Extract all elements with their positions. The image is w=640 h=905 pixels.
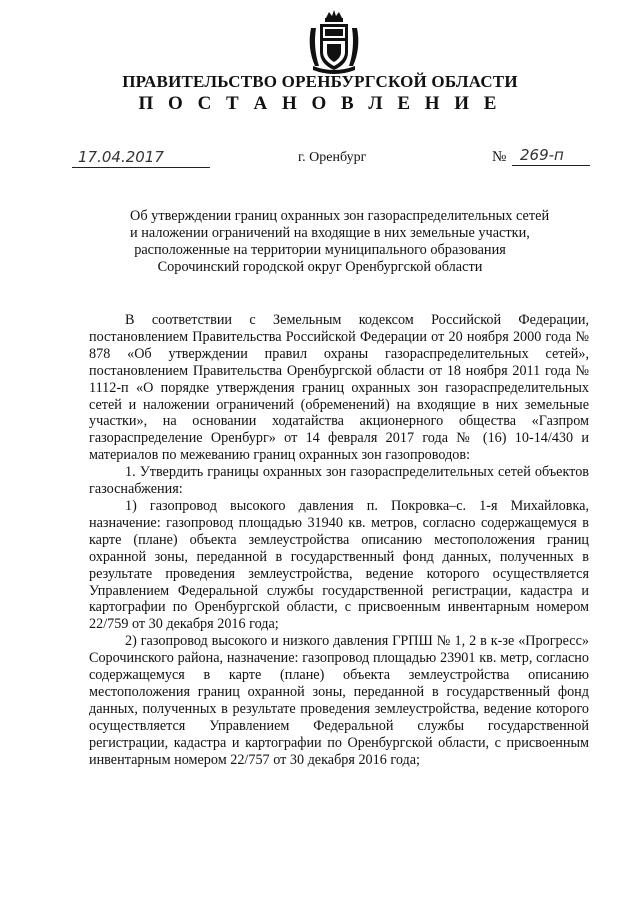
title-line: Об утверждении границ охранных зон газораспределительных сетей	[130, 208, 550, 224]
document-date: 17.04.2017	[72, 148, 210, 168]
body-paragraph: 1. Утвердить границы охранных зон газораспределительных сетей объектов газоснабжения:	[89, 464, 589, 498]
title-line: расположенные на территории муниципального образования	[134, 242, 506, 258]
government-name: ПРАВИТЕЛЬСТВО ОРЕНБУРГСКОЙ ОБЛАСТИ	[122, 72, 518, 91]
coat-of-arms-icon	[305, 8, 363, 74]
body-paragraph: 1) газопровод высокого давления п. Покровка–с. 1-я Михайловка, назначение: газопровод площадью 31940 кв. метров, согласно содержащемуся в карте (плане) объекта землеустройства описанию местоположения границ охранной зоны, переданной в государственный фонд данных, полученных в результате проведения землеустройства, ведение которого осуществляется Управлением Федеральной службы государственной регистрации, кадастра и картографии по Оренбургской области, с присвоенным инвентарным номером 22/759 от 30 декабря 2016 года;	[89, 497, 589, 633]
number-label: №	[492, 149, 507, 165]
document-title	[130, 208, 550, 276]
document-city: г. Оренбург	[298, 150, 367, 165]
document-number: 269-п	[512, 146, 590, 166]
body-paragraph: 2) газопровод высокого и низкого давления ГРПШ № 1, 2 в к-зе «Прогресс» Сорочинского района, назначение: газопровод площадью 23901 кв. метр, согласно содержащемуся в карте (плане) объекта землеустройства описанию местоположения границ охранной зоны, переданной в государственный фонд данных, полученных в результате проведения землеустройства, ведение которого осуществляется Управлением Федеральной службы государственной регистрации, кадастра и картографии по Оренбургской области, с присвоенным инвентарным номером 22/757 от 30 декабря 2016 года;	[89, 633, 589, 768]
title-line: Сорочинский городской округ Оренбургской области	[157, 259, 483, 275]
document-type: П О С Т А Н О В Л Е Н И Е	[138, 93, 502, 114]
document-body	[89, 312, 589, 768]
title-line: и наложении ограничений на входящие в них земельные участки,	[130, 225, 530, 241]
body-paragraph: В соответствии с Земельным кодексом Российской Федерации, постановлением Правительства Российской Федерации от 20 ноября 2000 года № 878 «Об утверждении правил охраны газораспределительных сетей», постановлением Правительства Оренбургской области от 18 ноября 2011 года № 1112-п «О порядке утверждения границ охранных зон газораспределительных сетей и наложении ограничений (обременений) на входящие в них земельные участки», на основании ходатайства акционерного общества «Газпром газораспределение Оренбург» от 14 февраля 2017 года № (16) 10-14/430 и материалов по межеванию границ охранных зон газопроводов:	[89, 312, 589, 464]
